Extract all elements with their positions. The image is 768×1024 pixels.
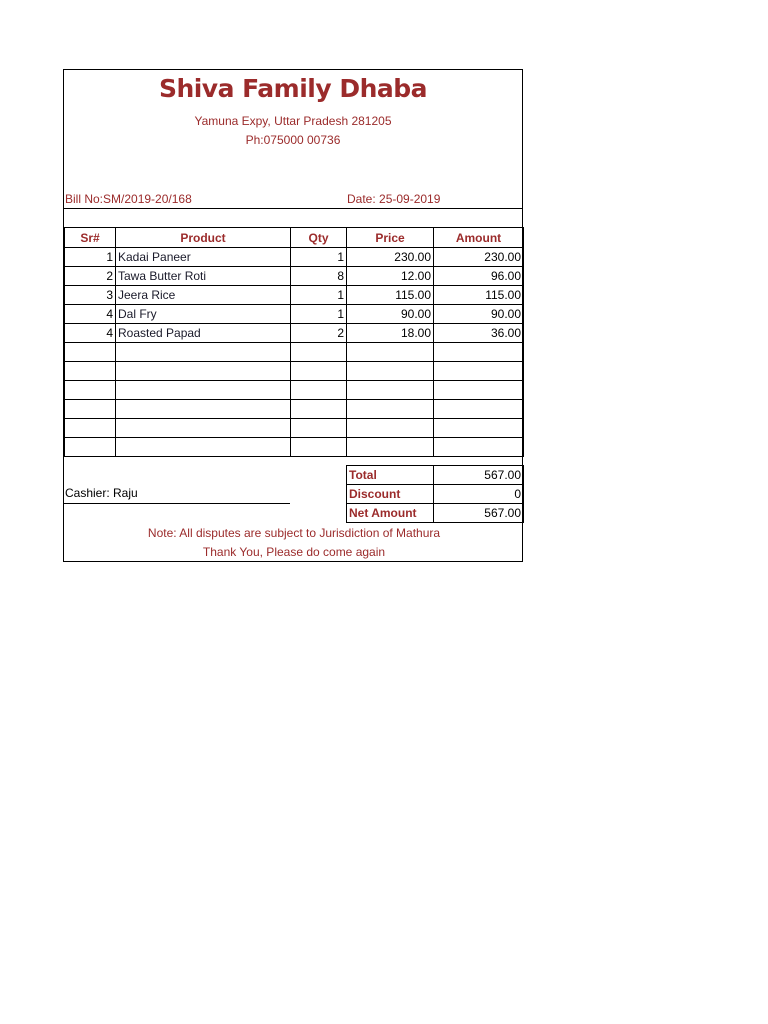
amount-cell: 90.00 — [434, 305, 524, 324]
product-cell: Tawa Butter Roti — [116, 267, 291, 286]
qty-cell: 1 — [291, 305, 347, 324]
amount-cell: 36.00 — [434, 324, 524, 343]
table-row — [65, 286, 524, 305]
table-row — [65, 267, 524, 286]
qty-cell: 1 — [291, 248, 347, 267]
total-value: 567.00 — [434, 466, 524, 485]
sr-cell: 4 — [65, 305, 116, 324]
sr-cell: 3 — [65, 286, 116, 305]
sr-cell: 4 — [65, 324, 116, 343]
table-row — [65, 324, 524, 343]
price-cell: 12.00 — [347, 267, 434, 286]
items-table — [64, 227, 524, 457]
discount-value: 0 — [434, 485, 524, 504]
amount-cell: 96.00 — [434, 267, 524, 286]
footer-thanks: Thank You, Please do come again — [202, 545, 386, 559]
empty-row — [65, 381, 524, 400]
column-header: Qty — [291, 228, 347, 248]
product-cell: Kadai Paneer — [116, 248, 291, 267]
total-label: Total — [347, 466, 434, 485]
discount-label: Discount — [347, 485, 434, 504]
header-divider — [64, 208, 523, 209]
price-cell: 18.00 — [347, 324, 434, 343]
product-cell: Jeera Rice — [116, 286, 291, 305]
amount-cell: 230.00 — [434, 248, 524, 267]
price-cell: 115.00 — [347, 286, 434, 305]
qty-cell: 8 — [291, 267, 347, 286]
net-amount-value: 567.00 — [434, 504, 524, 523]
sr-cell: 1 — [65, 248, 116, 267]
qty-cell: 1 — [291, 286, 347, 305]
column-header: Amount — [434, 228, 524, 248]
amount-cell: 115.00 — [434, 286, 524, 305]
sr-cell: 2 — [65, 267, 116, 286]
total-row — [347, 466, 524, 485]
net-amount-label: Net Amount — [347, 504, 434, 523]
footer-note: Note: All disputes are subject to Jurisdiction of Mathura — [147, 526, 441, 540]
empty-row — [65, 343, 524, 362]
product-cell: Dal Fry — [116, 305, 291, 324]
empty-row — [65, 419, 524, 438]
bill-number: Bill No:SM/2019-20/168 — [65, 192, 192, 206]
column-header: Product — [116, 228, 291, 248]
table-header-row — [65, 228, 524, 248]
table-row — [65, 305, 524, 324]
bill-receipt — [63, 69, 523, 562]
totals-table — [346, 465, 524, 523]
bill-date: Date: 25-09-2019 — [347, 192, 441, 206]
empty-row — [65, 438, 524, 457]
restaurant-name: Shiva Family Dhaba — [158, 74, 428, 103]
restaurant-phone: Ph:075000 00736 — [245, 133, 341, 147]
column-header: Price — [347, 228, 434, 248]
cashier-divider — [64, 503, 290, 504]
restaurant-address: Yamuna Expy, Uttar Pradesh 281205 — [194, 114, 392, 128]
discount-row — [347, 485, 524, 504]
price-cell: 230.00 — [347, 248, 434, 267]
qty-cell: 2 — [291, 324, 347, 343]
product-cell: Roasted Papad — [116, 324, 291, 343]
cashier-name: Cashier: Raju — [65, 486, 138, 500]
column-header: Sr# — [65, 228, 116, 248]
empty-row — [65, 362, 524, 381]
price-cell: 90.00 — [347, 305, 434, 324]
empty-row — [65, 400, 524, 419]
table-row — [65, 248, 524, 267]
net-amount-row — [347, 504, 524, 523]
